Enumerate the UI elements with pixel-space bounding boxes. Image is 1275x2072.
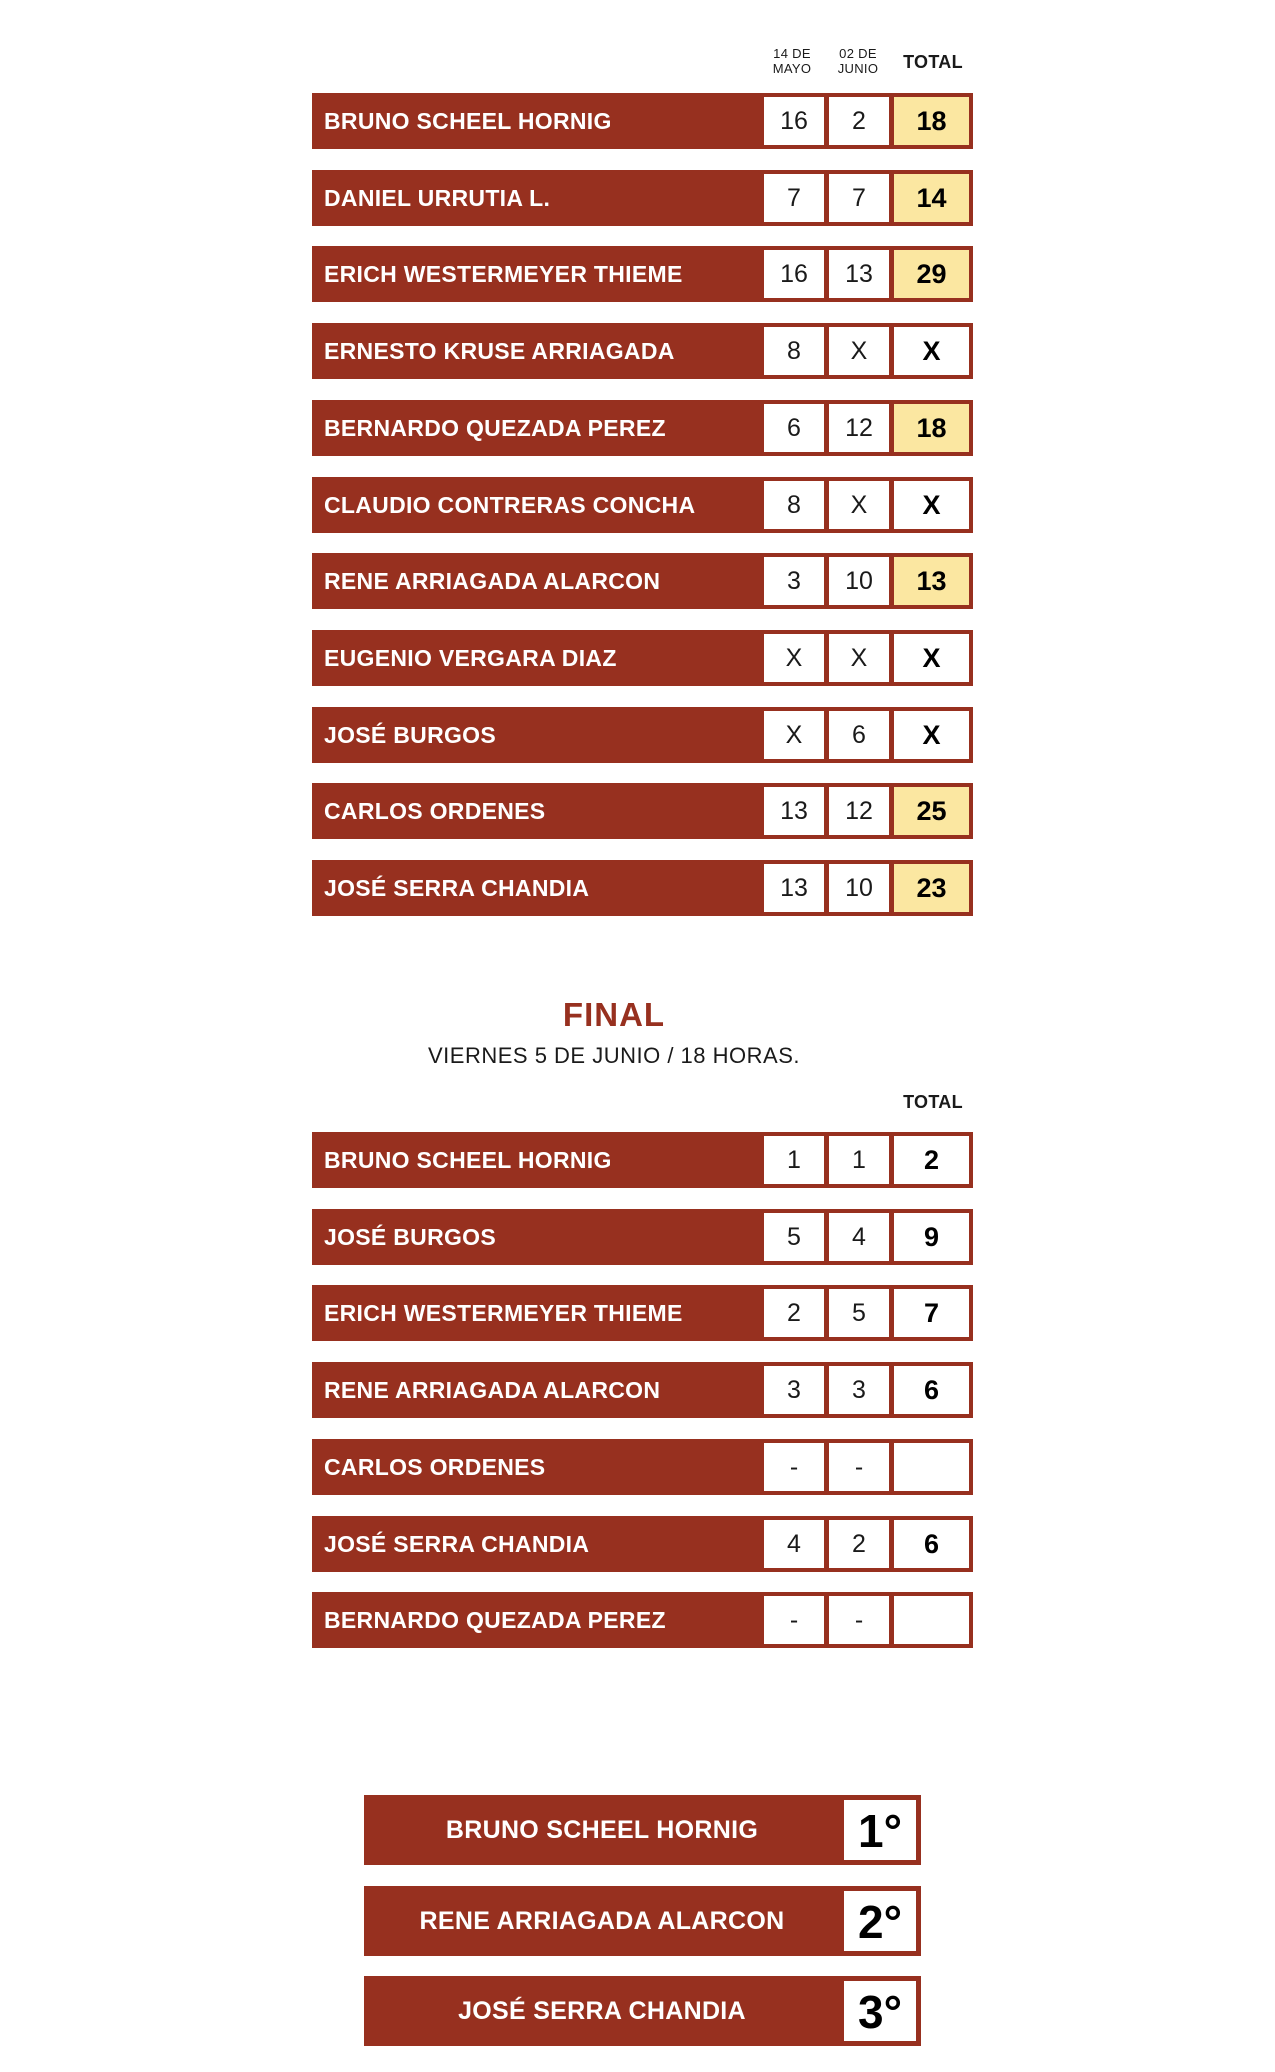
score-day-1: 4 bbox=[764, 1520, 824, 1568]
competitor-name: ERICH WESTERMEYER THIEME bbox=[324, 261, 683, 288]
podium-row bbox=[364, 1795, 921, 1865]
score-total: X bbox=[894, 711, 969, 759]
competitor-name: BRUNO SCHEEL HORNIG bbox=[324, 1147, 612, 1173]
score-day-2: 6 bbox=[829, 711, 889, 759]
score-total: 25 bbox=[894, 787, 969, 835]
score-total: 23 bbox=[894, 864, 969, 912]
score-day-1: 8 bbox=[764, 327, 824, 375]
qualifying-row bbox=[312, 170, 973, 226]
score-total: 13 bbox=[894, 557, 969, 605]
score-day-1: 13 bbox=[764, 864, 824, 912]
score-day-1: 16 bbox=[764, 250, 824, 298]
final-column-header-total: TOTAL bbox=[903, 1092, 963, 1112]
competitor-name: JOSÉ SERRA CHANDIA bbox=[324, 1530, 590, 1557]
qualifying-row bbox=[312, 707, 973, 763]
score-day-1: 16 bbox=[764, 97, 824, 145]
score-day-1: 1 bbox=[764, 1136, 824, 1184]
final-row bbox=[312, 1516, 973, 1572]
final-row bbox=[312, 1592, 973, 1648]
podium-row bbox=[364, 1976, 921, 2046]
competitor-name: CARLOS ORDENES bbox=[324, 1453, 546, 1480]
score-day-1: X bbox=[764, 634, 824, 682]
score-day-1: X bbox=[764, 711, 824, 759]
final-row bbox=[312, 1439, 973, 1495]
score-total: 14 bbox=[894, 174, 969, 222]
competitor-name: EUGENIO VERGARA DIAZ bbox=[324, 644, 617, 671]
score-day-2: 10 bbox=[829, 557, 889, 605]
score-day-2: - bbox=[829, 1443, 889, 1491]
score-day-1: 8 bbox=[764, 481, 824, 529]
score-day-1: 7 bbox=[764, 174, 824, 222]
qualifying-row bbox=[312, 323, 973, 379]
qualifying-row bbox=[312, 477, 973, 533]
score-day-2: 5 bbox=[829, 1289, 889, 1337]
podium-name: RENE ARRIAGADA ALARCON bbox=[419, 1906, 785, 1935]
qualifying-row bbox=[312, 783, 973, 839]
podium-row bbox=[364, 1886, 921, 1956]
qualifying-row bbox=[312, 553, 973, 609]
score-day-2: 2 bbox=[829, 1520, 889, 1568]
competitor-name: DANIEL URRUTIA L. bbox=[324, 184, 551, 211]
score-day-2: X bbox=[829, 481, 889, 529]
score-day-1: - bbox=[764, 1443, 824, 1491]
score-day-2: 10 bbox=[829, 864, 889, 912]
score-total: 29 bbox=[894, 250, 969, 298]
score-day-2: X bbox=[829, 327, 889, 375]
score-total: X bbox=[894, 327, 969, 375]
score-day-1: 5 bbox=[764, 1213, 824, 1261]
score-total: 9 bbox=[894, 1213, 969, 1261]
qualifying-row bbox=[312, 400, 973, 456]
qualifying-row bbox=[312, 93, 973, 149]
score-total bbox=[894, 1443, 969, 1491]
score-day-1: 3 bbox=[764, 557, 824, 605]
competitor-name: ERNESTO KRUSE ARRIAGADA bbox=[324, 338, 675, 365]
competitor-name: CARLOS ORDENES bbox=[324, 798, 546, 825]
score-day-2: 4 bbox=[829, 1213, 889, 1261]
final-row bbox=[312, 1362, 973, 1418]
column-header-02-de-junio: 02 DE JUNIO bbox=[837, 46, 879, 76]
column-header-14-de-mayo: 14 DE MAYO bbox=[772, 46, 812, 76]
competitor-name: CLAUDIO CONTRERAS CONCHA bbox=[324, 491, 696, 518]
competitor-name: BERNARDO QUEZADA PEREZ bbox=[324, 414, 666, 441]
score-day-2: 7 bbox=[829, 174, 889, 222]
score-day-2: 12 bbox=[829, 404, 889, 452]
score-day-2: 13 bbox=[829, 250, 889, 298]
score-day-2: - bbox=[829, 1596, 889, 1644]
score-day-1: 2 bbox=[764, 1289, 824, 1337]
score-total: 18 bbox=[894, 404, 969, 452]
final-row bbox=[312, 1132, 973, 1188]
score-day-2: 1 bbox=[829, 1136, 889, 1184]
score-day-2: X bbox=[829, 634, 889, 682]
score-total: X bbox=[894, 634, 969, 682]
score-total: 6 bbox=[894, 1520, 969, 1568]
podium-place: 3° bbox=[844, 1981, 916, 2041]
competitor-name: RENE ARRIAGADA ALARCON bbox=[324, 568, 661, 595]
qualifying-row bbox=[312, 246, 973, 302]
competitor-name: ERICH WESTERMEYER THIEME bbox=[324, 1300, 683, 1327]
score-total bbox=[894, 1596, 969, 1644]
podium-name: BRUNO SCHEEL HORNIG bbox=[445, 1816, 759, 1844]
final-row bbox=[312, 1285, 973, 1341]
score-day-1: 6 bbox=[764, 404, 824, 452]
score-total: 18 bbox=[894, 97, 969, 145]
competitor-name: RENE ARRIAGADA ALARCON bbox=[324, 1377, 661, 1404]
score-total: 2 bbox=[894, 1136, 969, 1184]
final-row bbox=[312, 1209, 973, 1265]
podium-place: 2° bbox=[844, 1891, 916, 1951]
qualifying-row bbox=[312, 860, 973, 916]
score-total: 7 bbox=[894, 1289, 969, 1337]
competitor-name: JOSÉ SERRA CHANDIA bbox=[324, 875, 590, 901]
score-day-1: 3 bbox=[764, 1366, 824, 1414]
competitor-name: JOSÉ BURGOS bbox=[324, 721, 497, 748]
column-header-total: TOTAL bbox=[903, 52, 963, 72]
score-day-1: 13 bbox=[764, 787, 824, 835]
qualifying-row bbox=[312, 630, 973, 686]
podium-place: 1° bbox=[844, 1800, 916, 1860]
score-day-2: 2 bbox=[829, 97, 889, 145]
score-total: 6 bbox=[894, 1366, 969, 1414]
score-day-2: 12 bbox=[829, 787, 889, 835]
score-total: X bbox=[894, 481, 969, 529]
final-subtitle: VIERNES 5 DE JUNIO / 18 HORAS. bbox=[428, 1043, 800, 1068]
competitor-name: BERNARDO QUEZADA PEREZ bbox=[324, 1607, 666, 1634]
final-title: FINAL bbox=[562, 996, 666, 1033]
score-day-1: - bbox=[764, 1596, 824, 1644]
competitor-name: JOSÉ BURGOS bbox=[324, 1223, 497, 1250]
score-day-2: 3 bbox=[829, 1366, 889, 1414]
competitor-name: BRUNO SCHEEL HORNIG bbox=[324, 108, 612, 134]
podium-name: JOSÉ SERRA CHANDIA bbox=[458, 1997, 746, 2025]
